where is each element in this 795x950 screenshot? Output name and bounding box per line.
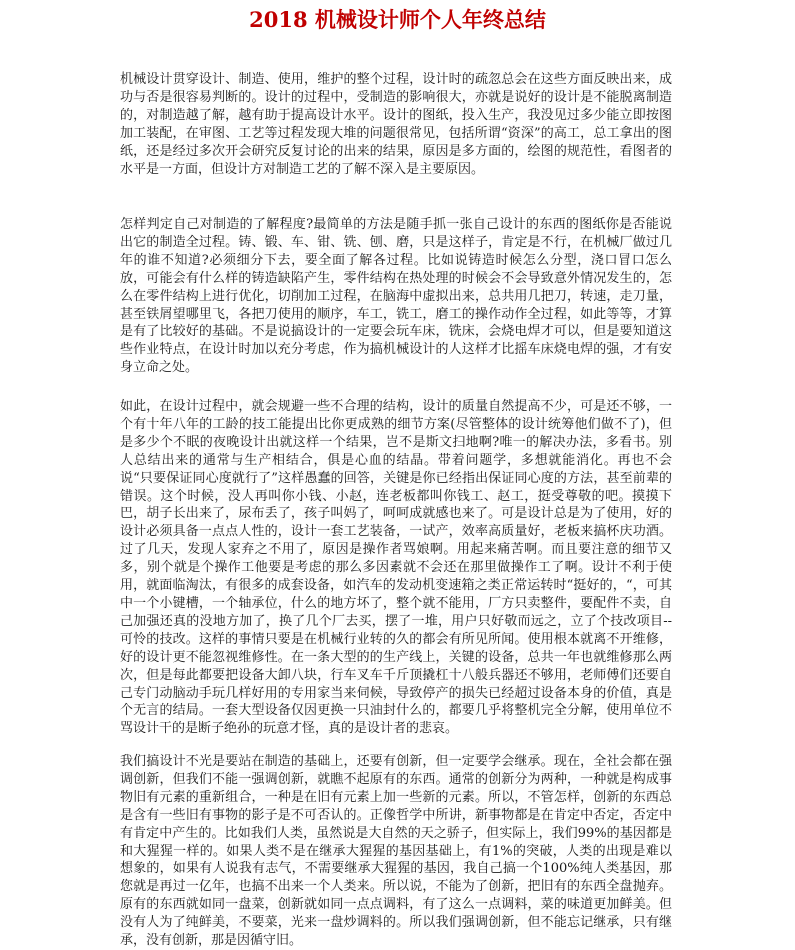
paragraph-2: 怎样判定自己对制造的了解程度?最简单的方法是随手抓一张自己设计的东西的图纸你是否能说出它的制造全过程。铸、锻、车、钳、铣、刨、磨，只是这样子，肯定是不行，在机械厂做过几年的谁不知道?必须细分下去，要全面了解各过程。比如说铸造时候怎么分型，浇口冒口怎么放，可能会有什么样的铸造缺陷产生，零件结构在热处理的时候会不会导致意外情况发生的，怎么在零件结构上进行优化，切削加工过程，在脑海中虚拟出来，总共用几把刀，转速，走刀量，甚至铁屑望哪里飞，各把刀使用的顺序，车工，铣工，磨工的操作动作全过程，如此等等，才算是有了比较好的基础。不是说搞设计的一定要会玩车床，铣床，会烧电焊才可以，但是要知道这些作业特点，在设计时加以充分考虑，作为搞机械设计的人这样才比摇车床烧电焊的强，才有安身立命之处。: [120, 217, 672, 376]
paragraph-1: 机械设计贯穿设计、制造、使用，维护的整个过程，设计时的疏忽总会在这些方面反映出来，成功与否是很容易判断的。设计的过程中，受制造的影响很大，亦就是说好的设计是不能脱离制造的，对制造越了解，越有助于提高设计水平。设计的图纸，投入生产，我没见过多少能立即按图加工装配，在审图、工艺等过程发现大堆的问题很常见，包括所谓“资深”的高工，总工拿出的图纸，还是经过多次开会研究反复讨论的出来的结果，原因是多方面的，绘图的规范性，看图者的水平是一方面，但设计方对制造工艺的了解不深入是主要原因。: [120, 72, 672, 177]
paragraph-4: 我们搞设计不光是要站在制造的基础上，还要有创新，但一定要学会继承。现在，全社会都在强调创新，但我们不能一强调创新，就瞧不起原有的东西。通常的创新分为两种，一种就是构成事物旧有元素的重新组合，一种是在旧有元素上加一些新的元素。所以，不管怎样，创新的东西总是含有一些旧有事物的影子是不可否认的。正像哲学中所讲，新事物都是在肯定中否定，否定中有肯定中产生的。比如我们人类，虽然说是大自然的天之骄子，但实际上，我们99%的基因都是和大猩猩一样的。如果人类不是在继承大猩猩的基因基础上，有1%的突破，人类的出现是难以想象的，如果有人说我有志气，不需要继承大猩猩的基因，我自己搞一个100%纯人类基因，那您就是再过一亿年，也搞不出来一个人类来。所以说，不能为了创新，把旧有的东西全盘抛弃。原有的东西就如同一盘菜，创新就如同一点点调料，有了这么一点调料，菜的味道更加鲜美。但没有人为了纯鲜美，不要菜，光来一盘炒调料的。所以我们强调创新，但不能忘记继承，只有继承，没有创新，那是因循守旧。: [120, 754, 672, 949]
paragraph-3: 如此，在设计过程中，就会规避一些不合理的结构，设计的质量自然提高不少，可是还不够，一个有十年八年的工龄的技工能提出比你更成熟的细节方案(尽管整体的设计统筹他们做不了)，但是多少个不眠的夜晚设计出就这样一个结果，岂不是斯文扫地啊?唯一的解决办法，多看书。别人总结出来的通常与生产相结合，俱是心血的结晶。带着问题学，多想就能消化。再也不会说“只要保证同心度就行了”这样愚蠢的回答，关键是你已经指出保证同心度的方法，甚至前辈的错误。这个时候，没人再叫你小钱、小赵，连老板都叫你钱工、赵工，挺受尊敬的吧。摸摸下巴，胡子长出来了，尿布丢了，孩子叫妈了，呵呵成就感也来了。可是设计总是为了使用，好的设计必须具备一点点人性的，设计一套工艺装备，一试产，效率高质量好，老板来搞杯庆功酒。过了几天，发现人家弃之不用了，原因是操作者骂娘啊。用起来痛苦啊。而且要注意的细节又多，别个就是个操作工他要是考虑的那么多因素就不会还在那里做操作工了啊。设计不利于使用，就面临淘汰，有很多的成套设备，如汽车的发动机变速箱之类正常运转时“挺好的，“，可其中一个小键槽，一个轴承位，什么的地方坏了，整个就不能用，厂方只卖整件，要配件不卖，自己加强还真的没地方加了，换了几个厂去买，摆了一堆，用户只好敬而远之，立了个技改项目--可怜的技改。这样的事情只要是在机械行业转的久的都会有所见所闻。使用根本就离不开维修，好的设计更不能忽视维修性。在一条大型的的生产线上，关键的设备，总共一年也就维修那么两次，但是每此都要把设备大卸八块，行车叉车千斤顶撬杠十八般兵器还不够用，老师傅们还要自己专门动脑动手玩几样好用的专用家当来伺候，导致停产的损失已经超过设备本身的价值，真是个无言的结局。一套大型设备仅因更换一只油封什么的，都要几乎将整机完全分解，使用单位不骂设计干的是断子绝孙的玩意才怪，真的是设计者的悲哀。: [120, 399, 672, 737]
document-title: 2018 机械设计师个人年终总结: [249, 7, 546, 32]
